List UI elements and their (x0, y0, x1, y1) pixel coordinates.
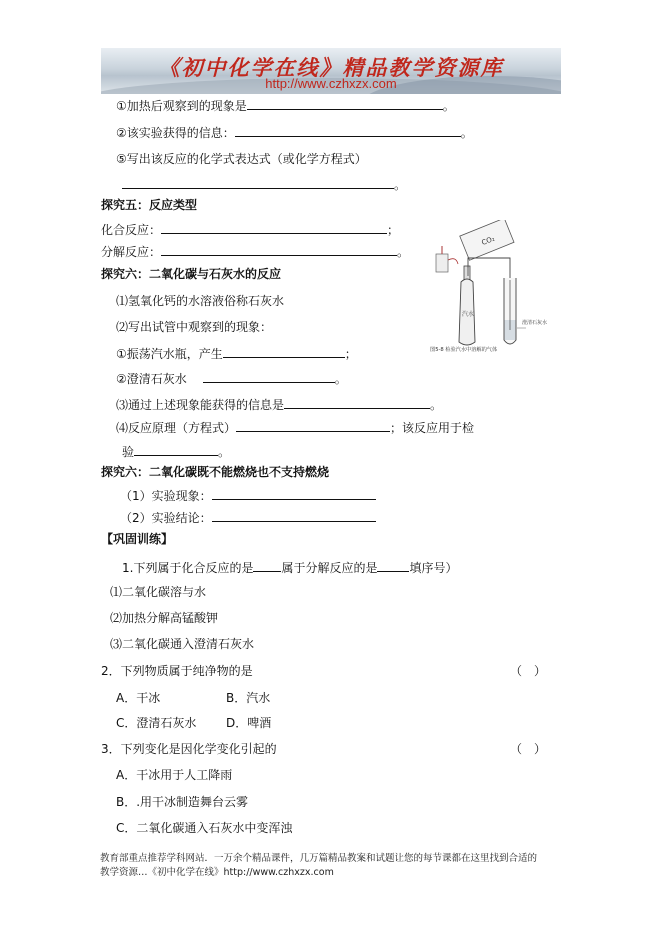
answer-blank[interactable] (235, 124, 461, 137)
text-line: ⑵写出试管中观察到的现象： (116, 320, 273, 334)
answer-blank[interactable] (253, 559, 281, 572)
answer-blank[interactable] (161, 221, 387, 234)
section-heading: 【巩固训练】 (101, 532, 174, 546)
question-line: 验 。 (122, 445, 231, 459)
option-line: C．澄清石灰水 (116, 716, 197, 730)
option-line: A．干冰 (116, 691, 161, 705)
question-line: 化合反应： ； (101, 223, 400, 237)
header-banner (101, 48, 561, 94)
experiment-figure (428, 220, 552, 354)
question-line: ①加热后观察到的现象是 。 (116, 99, 455, 113)
answer-blank[interactable] (161, 243, 397, 256)
section-heading: 探究五：反应类型 (101, 198, 198, 212)
answer-blank[interactable] (377, 559, 409, 572)
footer-line-1: 教育部重点推荐学科网站．一万余个精品课件，几万篇精品教案和试题让您的每节课都在这里找到合适的 (100, 853, 538, 864)
question-line: ⑷反应原理（方程式） ；该反应用于检 (116, 421, 475, 435)
figure-gas-label: CO₂ (480, 234, 496, 248)
text-line: ⑴氢氧化钙的水溶液俗称石灰水 (116, 294, 285, 308)
question-line: 。 (122, 176, 406, 193)
answer-blank[interactable] (236, 419, 390, 432)
question-line: 3．下列变化是因化学变化引起的 (101, 742, 277, 756)
question-line: ②该实验获得的信息： 。 (116, 126, 473, 140)
test-tube-icon (504, 278, 516, 344)
section-heading: 探究六：二氧化碳既不能燃烧也不支持燃烧 (101, 465, 330, 479)
figure-tube-label: 澄清石灰水 (522, 320, 548, 326)
option-line: A．干冰用于人工降雨 (116, 768, 233, 782)
footer-line-2[interactable]: 教学资源…《初中化学在线》http://www.czhxzx.com (100, 867, 334, 878)
option-line: B．.用干冰制造舞台云雾 (116, 795, 249, 809)
question-line: ①振荡汽水瓶，产生 ； (116, 347, 357, 361)
question-line: ⑤写出该反应的化学式表达式（或化学方程式） (116, 152, 367, 166)
figure-caption: 图5-8 检验汽水中溶解的气体 (430, 347, 498, 353)
answer-blank[interactable] (247, 97, 443, 110)
svg-text:汽水: 汽水 (462, 311, 475, 318)
answer-blank[interactable] (134, 443, 218, 456)
banner-title: 《初中化学在线》精品教学资源库 (158, 55, 504, 80)
question-line: ⑶通过上述现象能获得的信息是 。 (116, 398, 443, 412)
option-line: B．汽水 (226, 691, 271, 705)
question-line: 分解反应： 。 (101, 245, 410, 259)
answer-blank[interactable] (203, 370, 335, 383)
question-line: ②澄清石灰水 。 (116, 372, 347, 386)
question-line: 2．下列物质属于纯净物的是 (101, 664, 253, 678)
answer-blank[interactable] (212, 487, 376, 500)
section-heading: 探究六：二氧化碳与石灰水的反应 (101, 267, 282, 281)
option-line: C．二氧化碳通入石灰水中变浑浊 (116, 821, 293, 835)
option-line: D．啤酒 (226, 716, 272, 730)
banner-url: http://www.czhxzx.com (265, 76, 397, 91)
option-line: ⑴二氧化碳溶与水 (110, 585, 207, 599)
question-line: 1.下列属于化合反应的是 属于分解反应的是 填序号） (122, 561, 458, 575)
answer-paren[interactable]: （ ） (510, 664, 547, 678)
answer-paren[interactable]: （ ） (510, 742, 547, 756)
answer-blank[interactable] (284, 396, 430, 409)
footer-note (100, 852, 570, 880)
small-bottle-icon (436, 254, 448, 272)
question-line: （1）实验现象： (120, 487, 376, 504)
option-line: ⑵加热分解高锰酸钾 (110, 611, 219, 625)
question-line: （2）实验结论： (120, 509, 376, 526)
answer-blank[interactable] (212, 509, 376, 522)
answer-blank[interactable] (223, 345, 345, 358)
answer-blank[interactable] (122, 176, 394, 189)
option-line: ⑶二氧化碳通入澄清石灰水 (110, 637, 255, 651)
